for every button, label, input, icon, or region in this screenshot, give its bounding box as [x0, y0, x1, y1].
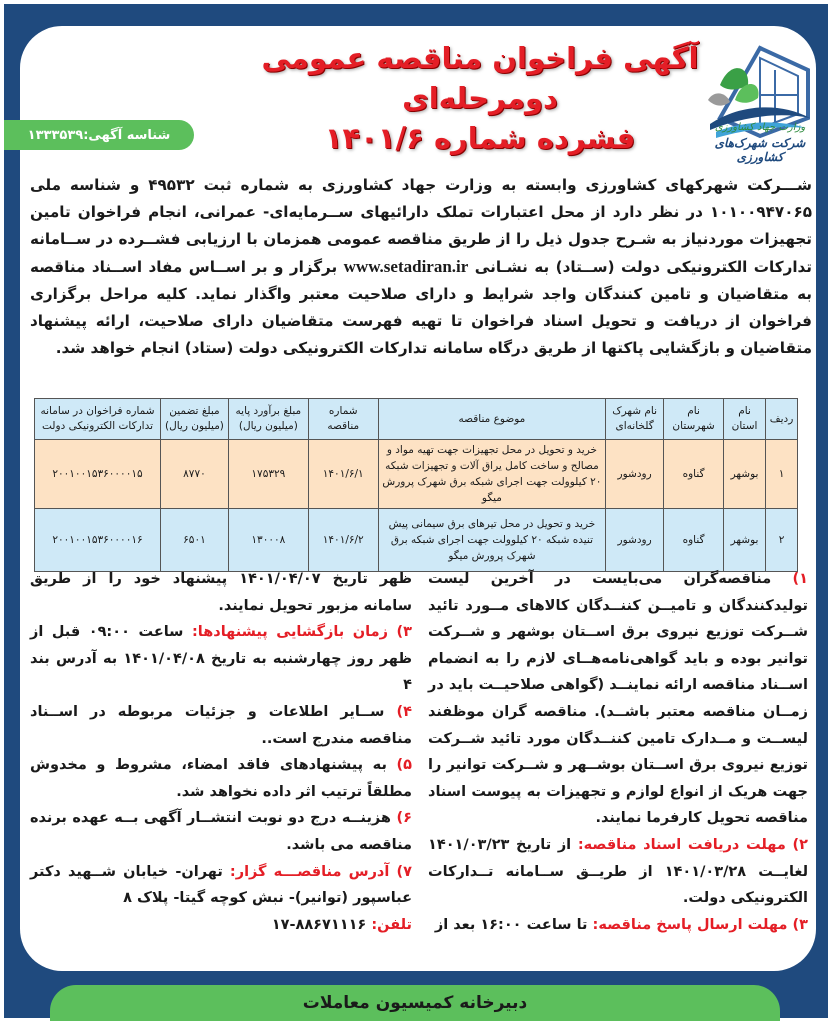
cell-county: گناوه: [664, 509, 724, 572]
header-base-estimate: مبلغ برآورد پایه (میلیون ریال): [228, 399, 308, 440]
cell-base-estimate: ۱۳۰۰۰۸: [228, 509, 308, 572]
condition-3a-text-end: ظهر تاریخ ۱۴۰۱/۰۴/۰۷ پیشنهاد خود را از طریق سامانه مزبور تحویل نمایند.: [30, 571, 412, 614]
conditions-right-column: [428, 566, 808, 938]
cell-guarantee: ۶۵۰۱: [161, 509, 229, 572]
footer-bar: [50, 985, 780, 1021]
condition-6: [30, 805, 412, 858]
cell-call-no: ۲۰۰۱۰۰۱۵۳۶۰۰۰۰۱۶: [35, 509, 161, 572]
cell-province: بوشهر: [724, 440, 766, 509]
cell-base-estimate: ۱۷۵۳۲۹: [228, 440, 308, 509]
condition-2-text: از تاریخ ۱۴۰۱/۰۳/۲۳ لغایــت ۱۴۰۱/۰۳/۲۸ از طریــق ســامانه تــدارکات الکترونیکی دولت.: [428, 836, 809, 907]
condition-4: [30, 699, 412, 752]
condition-1: [428, 566, 808, 832]
cell-tender-no: ۱۴۰۱/۶/۲: [308, 509, 378, 572]
condition-3a-text-start: تا ساعت ۱۶:۰۰ بعد از: [434, 916, 588, 933]
condition-4-number: ۴): [396, 703, 412, 720]
tender-table: [34, 398, 798, 572]
condition-7: [30, 859, 412, 912]
condition-5: [30, 752, 412, 805]
cell-province: بوشهر: [724, 509, 766, 572]
header-guarantee: مبلغ تضمین (میلیون ریال): [161, 399, 229, 440]
cell-guarantee: ۸۷۷۰: [161, 440, 229, 509]
condition-2-label: مهلت دریافت اسناد مناقصه:: [577, 836, 786, 853]
condition-3a: [428, 912, 808, 939]
cell-tender-no: ۱۴۰۱/۶/۱: [308, 440, 378, 509]
ad-id-badge: [4, 120, 194, 150]
table-header-row: [35, 399, 798, 440]
condition-3a-number: ۳): [792, 916, 808, 933]
header-row-no: ردیف: [766, 399, 798, 440]
condition-1-text: مناقصه‌گران می‌بایست در آخرین لیست تولیدکنندگان و تامیــن کننــدگان کالاهای مــورد تائید شــرکت توزیع نیروی برق اســتان بوشهر و شــرکت توانیر بوده و باید گواهی‌نامه‌هــای لازم را به انضمام اســناد مناقصه ارائه نماینــد (گواهی صلاحیــت باید در زمــان مناقصه معتبر باشــد). مناقصه گران موظفند لیســت و مــدارک تامین کننــدگان مورد تائید شــرکت توزیع نیروی برق اســتان بوشــهر و شــرکت توانیر را جهت هریک از انواع لوازم و تجهیزات به پیوست اسناد مناقصه تحویل کارفرما نمایند.: [428, 571, 808, 827]
phone-number[interactable]: ۸۸۶۷۱۱۱۶-۱۷: [271, 916, 367, 933]
conditions-left-column: [30, 566, 412, 938]
logo-ministry-text: وزارت جهاد کشاورزی: [714, 122, 806, 133]
condition-2: [428, 832, 808, 912]
condition-6-number: ۶): [396, 810, 412, 827]
condition-1-number: ۱): [792, 571, 808, 587]
ad-id-label: شناسه آگهی:۱۳۳۳۵۳۹: [27, 127, 171, 143]
condition-3a-label: مهلت ارسال پاسخ مناقصه:: [592, 916, 788, 933]
header-county: نام شهرستان: [664, 399, 724, 440]
intro-text-2: برگزار و بر اســاس مفاد اســناد مناقصه به متقاضیان و تامین کنندگان واجد شرایط و دارای صلاحیت معتبر واگذار نماید. کلیه مراحل برگزاری فراخوان از دریافت و تحویل اسناد فراخوان تا تهیه فهرست متقاضیان دارای صلاحیت، ارائه پیشنهاد متقاضیان و بازگشایی پاکتها از طریق درگاه سامانه تدارکات الکترونیکی دولت (ستاد) انجام خواهد شد.: [30, 258, 812, 357]
condition-5-text: به پیشنهادهای فاقد امضاء، مشروط و مخدوش مطلقاً ترتیب اثر داده نخواهد شد.: [30, 757, 412, 800]
condition-5-number: ۵): [396, 757, 412, 774]
setadiran-link[interactable]: www.setadiran.ir: [343, 257, 469, 276]
cell-town: رودشور: [606, 440, 664, 509]
title-line-1: آگهی فراخوان مناقصه عمومی دومرحله‌ای: [261, 41, 699, 115]
footer-signature: دبیرخانه کمیسیون معاملات: [302, 993, 528, 1013]
header-call-no: شماره فراخوان در سامانه تدارکات الکترونیکی دولت: [35, 399, 161, 440]
phone-label: تلفن:: [371, 916, 412, 933]
table-row: [35, 440, 798, 509]
logo-company-text: شرکت شهرک‌های کشاورزی: [714, 136, 806, 164]
condition-6-text: هزینــه درج دو نوبت انتشــار آگهی بــه عهده برنده مناقصه می باشد.: [30, 810, 412, 853]
cell-town: رودشور: [606, 509, 664, 572]
header-subject: موضوع مناقصه: [378, 399, 605, 440]
cell-call-no: ۲۰۰۱۰۰۱۵۳۶۰۰۰۰۱۵: [35, 440, 161, 509]
cell-subject: خرید و تحویل در محل تجهیزات جهت تهیه مواد و مصالح و ساخت کامل یراق آلات و تجهیزات شبکه ۲۰ کیلوولت جهت اجرای شبکه برق شهرک پرورش میگو: [378, 440, 605, 509]
header-tender-no: شماره مناقصه: [308, 399, 378, 440]
notice-title: [250, 38, 710, 158]
phone-line: [30, 912, 412, 939]
condition-4-text: ســایر اطلاعات و جزئیات مربوطه در اســناد مناقصه مندرج است..: [30, 703, 412, 747]
title-line-2: فشرده شماره ۱۴۰۱/۶: [324, 121, 636, 155]
condition-2-number: ۲): [792, 836, 808, 853]
header-province: نام استان: [724, 399, 766, 440]
table-row: [35, 509, 798, 572]
condition-7-text: تهران- خیابان شــهید دکتر عباسپور (توانیر)- نبش کوچه گیتا- پلاک ۸: [30, 863, 412, 907]
condition-3b: [30, 619, 412, 699]
cell-county: گناوه: [664, 440, 724, 509]
cell-row-no: ۲: [766, 509, 798, 572]
intro-text-1: شـــرکت شهرکهای کشاورزی وابسته به وزارت جهاد کشاورزی به شماره ثبت ۴۹۵۳۲ و شناسه ملی ۱۰۱۰۰۹۴۷۰۶۵ در نظر دارد از محل اعتبارات تملک دارائیهای ســرمایه‌ای- عمرانی، انجام فراخوان تامین تجهیزات موردنیاز به شـرح جدول ذیل را از طریق مناقصه عمومی همزمان با ارزیابی فشــرده در ســامانه تدارکات الکترونیکی دولت (ســتاد) به نشـانی: [30, 176, 813, 276]
condition-3a-continued: [30, 566, 412, 619]
cell-row-no: ۱: [766, 440, 798, 509]
condition-3b-label: زمان بازگشایی پیشنهادها:: [191, 624, 388, 641]
condition-3b-number: ۳): [396, 624, 412, 641]
condition-7-number: ۷): [396, 863, 412, 880]
cell-subject: خرید و تحویل در محل تیرهای برق سیمانی پیش تنیده شبکه ۲۰ کیلوولت جهت اجرای شبکه برق شهرک پرورش میگو: [378, 509, 605, 572]
condition-3b-text: ساعت ۰۹:۰۰ قبل از ظهر روز چهارشنبه به تاریخ ۱۴۰۱/۰۴/۰۸ به آدرس بند ۴: [30, 624, 412, 694]
condition-7-label: آدرس مناقصـــه گزار:: [229, 863, 390, 880]
intro-paragraph: [30, 172, 812, 362]
header-town: نام شهرک گلخانه‌ای: [606, 399, 664, 440]
